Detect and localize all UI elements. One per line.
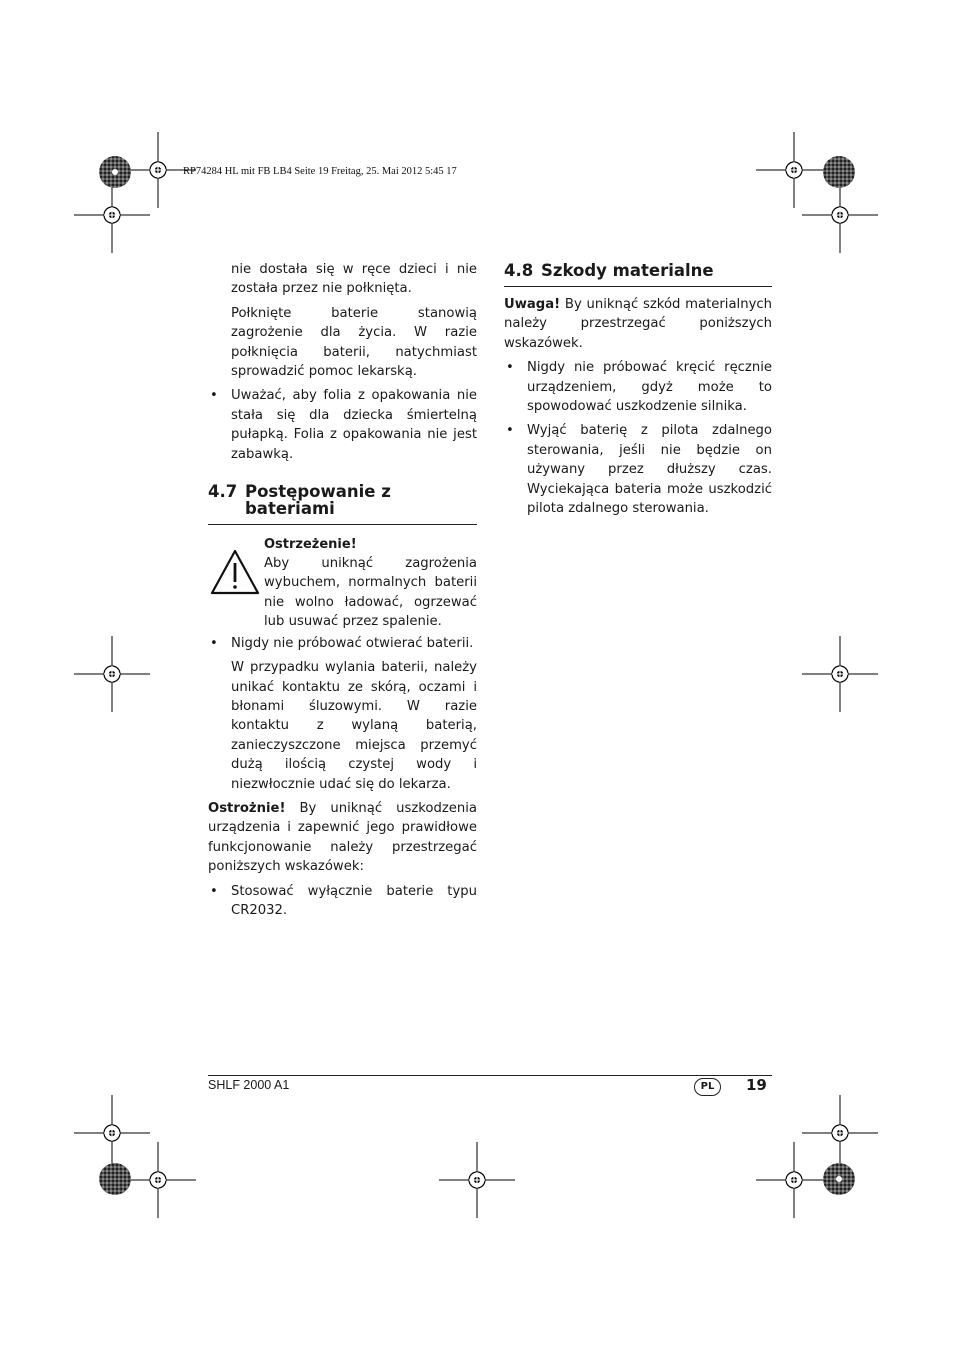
paragraph-swallow-end: nie dostała się w ręce dzieci i nie została przez nie połknięta. — [231, 262, 477, 297]
paragraph-note — [504, 295, 772, 353]
caution-label: Ostrożnie! — [208, 800, 286, 816]
section-heading-4-7 — [208, 483, 477, 517]
caution-text: By uniknąć uszkodzenia urządzenia i zapewnić jego prawidłowe funkcjonowanie należy przestrzegać poniższych wskazówek: — [208, 800, 477, 875]
bullet-dot: • — [506, 423, 514, 439]
bullet-dot: • — [210, 388, 218, 404]
list-item-open-battery — [208, 634, 477, 653]
footer-divider — [208, 1075, 772, 1076]
section-title-line2: bateriami — [245, 499, 335, 519]
section-number: 4.8 — [504, 261, 534, 280]
page-number: 19 — [746, 1076, 767, 1094]
paragraph-swallow-danger: Połknięte baterie stanowią zagrożenie dla życia. W razie połknięcia baterii, natychmiast sprowadzić pomoc lekarską. — [231, 305, 477, 380]
language-badge: PL — [694, 1078, 721, 1096]
heading-divider — [208, 524, 477, 525]
list-item-text: Nigdy nie próbować kręcić ręcznie urządzeniem, gdyż może to spowodować uszkodzenie silnika. — [527, 360, 772, 415]
note-label: Uwaga! — [504, 297, 561, 312]
list-item-remove-battery — [504, 421, 772, 518]
warning-triangle-icon — [210, 549, 260, 595]
print-header: RP74284 HL mit FB LB4 Seite 19 Freitag, 25. Mai 2012 5:45 17 — [183, 166, 457, 177]
bullet-dot: • — [506, 360, 514, 376]
left-column — [208, 260, 477, 925]
paragraph-caution — [208, 799, 477, 877]
list-item-text: Wyjąć baterię z pilota zdalnego sterowania, jeśli nie będzie on używany przez dłuższy czas. Wyciekająca bateria może uszkodzić pilota zdalnego sterowania. — [527, 423, 772, 517]
paragraph-leak: W przypadku wylania baterii, należy unikać kontaktu ze skórą, oczami i błonami śluzowymi. W razie kontaktu z wylaną baterią, zanieczyszczone miejsca przemyć dużą ilością czystej wody i niezwłocznie udać się do lekarza. — [231, 660, 477, 792]
right-column — [504, 262, 772, 523]
list-item-manual-turn — [504, 358, 772, 416]
note-text: By uniknąć szkód materialnych należy przestrzegać poniższych wskazówek. — [504, 297, 772, 351]
section-title: Szkody materialne — [541, 261, 714, 280]
section-title-line1: Postępowanie z — [245, 482, 391, 502]
warning-body: Aby uniknąć zagrożenia wybuchem, normalnych baterii nie wolno ładować, ogrzewać lub usuwać przez spalenie. — [264, 556, 477, 630]
footer-model: SHLF 2000 A1 — [208, 1078, 290, 1092]
list-item-foil — [208, 386, 477, 464]
bullet-dot: • — [210, 635, 218, 651]
list-item-text: Nigdy nie próbować otwierać baterii. — [231, 635, 474, 651]
warning-box — [208, 535, 477, 632]
warning-title: Ostrzeżenie! — [264, 537, 357, 553]
bullet-dot: • — [210, 883, 218, 899]
list-item-text: Stosować wyłącznie baterie typu CR2032. — [231, 883, 477, 918]
list-item-text: Uważać, aby folia z opakowania nie stała się dla dziecka śmiertelną pułapką. Folia z opakowania nie jest zabawką. — [231, 388, 477, 462]
list-item-battery-type — [208, 882, 477, 921]
section-number: 4.7 — [208, 482, 238, 502]
section-heading-4-8 — [504, 262, 772, 279]
